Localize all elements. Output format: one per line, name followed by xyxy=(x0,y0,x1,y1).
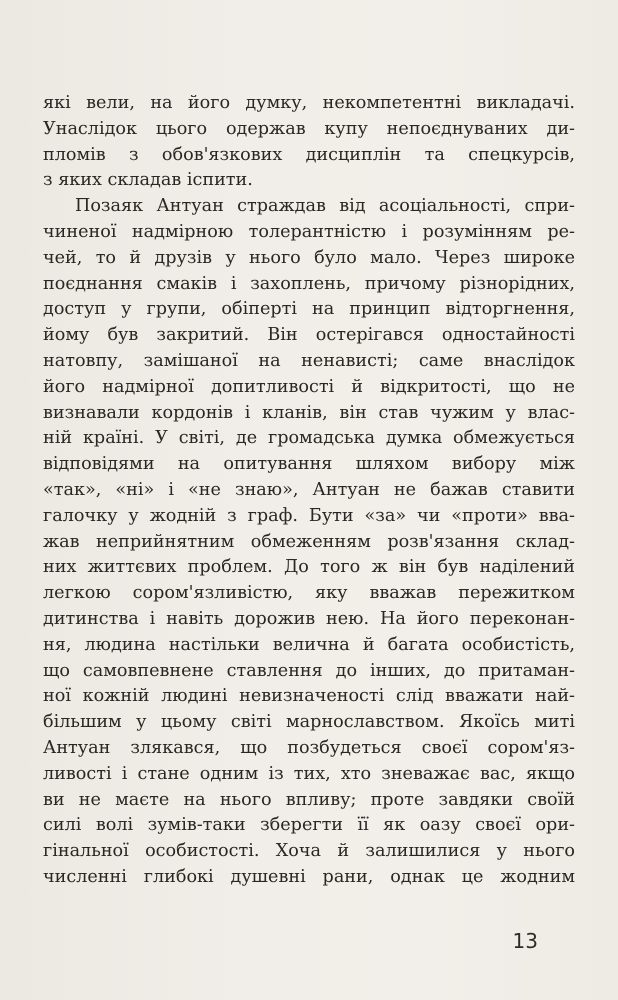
text-line: жав неприйнятним обмеженням розв'язання склад- xyxy=(43,531,575,552)
text-line: ви не маєте на нього впливу; проте завдяки своїй xyxy=(43,789,575,810)
text-line: галочку у жодній з граф. Бути «за» чи «проти» вва- xyxy=(43,505,575,526)
text-line: ній країні. У світі, де громадська думка обмежується xyxy=(43,428,575,449)
text-line: визнавали кордонів і кланів, він став чужим у влас- xyxy=(43,402,575,423)
text-line: з яких складав іспити. xyxy=(43,170,253,191)
text-line: пломів з обов'язкових дисциплін та спецкурсів, xyxy=(43,144,575,165)
text-line: ної кожній людині невизначеності слід вважати най- xyxy=(43,686,575,707)
text-line: доступ у групи, обіперті на принцип відторгнення, xyxy=(43,299,575,320)
paragraph-first-line: Позаяк Антуан страждав від асоціальності, спри- xyxy=(75,196,575,217)
text-line: чиненої надмірною толерантністю і розумінням ре- xyxy=(43,221,575,242)
text-line: численні глибокі душевні рани, однак це жодним xyxy=(43,866,575,887)
text-line: чей, то й друзів у нього було мало. Через широке xyxy=(43,247,575,268)
page-number: 13 xyxy=(512,929,538,953)
text-line: ливості і стане одним із тих, хто зневажає вас, якщо xyxy=(43,763,575,784)
text-line: дитинства і навіть дорожив нею. На його переконан- xyxy=(43,608,575,629)
text-line: ня, людина настільки велична й багата особистість, xyxy=(43,634,575,655)
text-line: відповідями на опитування шляхом вибору між xyxy=(43,454,575,475)
text-line: гінальної особистості. Хоча й залишилися у нього xyxy=(43,841,575,862)
text-line: легкою сором'язливістю, яку вважав пережитком xyxy=(43,583,575,604)
text-line: Унаслідок цього одержав купу непоєднуваних ди- xyxy=(43,118,575,139)
text-line: йому був закритий. Він остерігався одностайності xyxy=(43,325,575,346)
text-line: силі волі зумів-таки зберегти її як оазу своєї ори- xyxy=(43,815,575,836)
text-line: них життєвих проблем. До того ж він був наділений xyxy=(43,557,575,578)
text-line: що самовпевнене ставлення до інших, до притаман- xyxy=(43,660,575,681)
text-line: «так», «ні» і «не знаю», Антуан не бажав ставити xyxy=(43,479,575,500)
text-line: Антуан злякався, що позбудеться своєї сором'яз- xyxy=(43,737,575,758)
text-line: поєднання смаків і захоплень, причому різнорідних, xyxy=(43,273,575,294)
text-line: які вели, на його думку, некомпетентні викладачі. xyxy=(43,93,575,113)
text-line: більшим у цьому світі марнославством. Якоїсь миті xyxy=(43,712,575,733)
body-text xyxy=(43,91,575,891)
text-line: натовпу, замішаної на ненависті; саме внаслідок xyxy=(43,350,575,371)
text-line: його надмірної допитливості й відкритості, що не xyxy=(43,376,575,397)
